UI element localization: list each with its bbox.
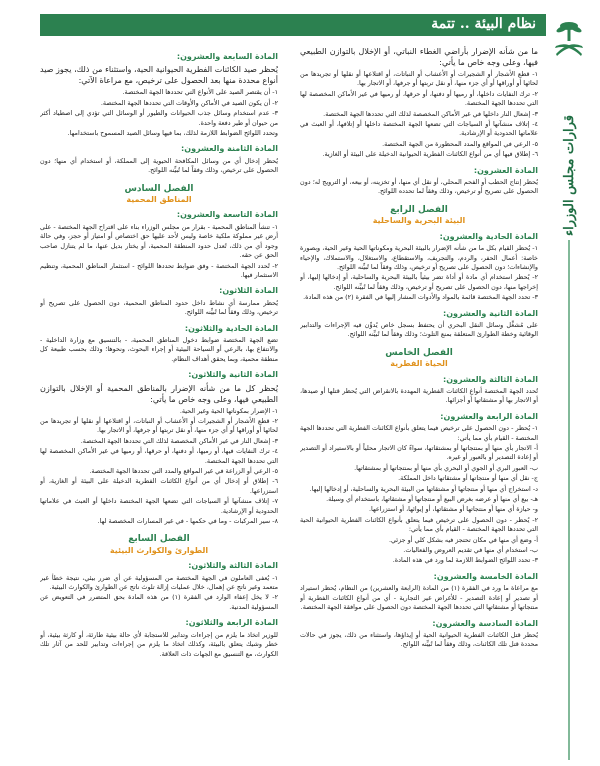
paragraph: ما من شأنه الإضرار بأراضي الغطاء النباتي، أو الإخلال بالتوازن الطبيعي فيها، وعلى وجه خاص ما يأتي: bbox=[300, 47, 538, 67]
list-item: ٢- تُحدد الجهة المختصة - وفق ضوابط تحددها اللوائح - استثمار المناطق المحمية، وتنظيم الاستثمار فيها. bbox=[40, 261, 278, 279]
left-column bbox=[40, 46, 278, 761]
list-item: ٢- يُحظر استخدام أي مادة أو أداة تضر بيئياً بالبيئة البحرية والساحلية، أو إدخالها إليها، أو إخراجها منها، دون الحصول على تصريح أو ترخيص، وذلك وفقاً لما تُبيِّنه اللوائح. bbox=[300, 273, 538, 291]
list-item: ٤- ترك النفايات فيها، أو رميها، أو دفنها، أو حرقها، أو رميها في غير الأماكن المخصصة لها التي تحددها الجهة المختصة. bbox=[40, 447, 278, 465]
list-item: أ- الاتجار بأي منها أو بمنتجاتها أو بمشتقاتها، سواءً كان الاتجار محلياً أو بالاستيراد أو التصدير أو إعادة التصدير أو بالعبور أو غيره. bbox=[300, 444, 538, 462]
paragraph: يُحظر كل ما من شأنه الإضرار بالمناطق المحمية أو الإخلال بالتوازن الطبيعي فيها، وعلى وجه خاص ما يأتي: bbox=[40, 383, 278, 404]
chapter-subtitle: الطوارئ والكوارث البيئية bbox=[109, 545, 209, 555]
article-heading: المادة السادسة والعشرون: bbox=[432, 618, 538, 628]
chapter-subtitle: البيئة البحرية والساحلية bbox=[372, 216, 466, 226]
chapter-heading: الفصل السادس bbox=[124, 183, 194, 194]
side-divider bbox=[568, 240, 570, 760]
saudi-emblem-icon bbox=[552, 18, 586, 58]
article-heading: المادة الثلاثون: bbox=[219, 286, 278, 296]
list-item: ٣- إشعال النار في غير الأماكن المخصصة لذلك التي تحددها الجهة المختصة. bbox=[80, 436, 278, 445]
list-item: ٦- إطلاق فيها أي من أنواع الكائنات الفطرية الحيوانية الدخيلة على البيئة أو الغازية. bbox=[322, 150, 538, 159]
article-heading: المادة السابعة والعشرون: bbox=[176, 52, 278, 61]
article-heading: المادة الثالثة والثلاثون: bbox=[188, 561, 278, 571]
article-heading: المادة الثانية والعشرون: bbox=[443, 308, 538, 318]
paragraph: يُحظر ممارسة أي نشاط داخل حدود المناطق المحمية، دون الحصول على تصريح أو ترخيص، وذلك وفقاً لما تُبيِّنه اللوائح. bbox=[40, 298, 278, 317]
page-title: نظام البيئة .. تتمة bbox=[431, 16, 536, 32]
paragraph: تضع الجهة المختصة ضوابط دخول المناطق المحمية، - بالتنسيق مع وزارة الداخلية - والانتفاع بها، بالرعي أو السياحة البيئية أو إجراء البحوث، ونحوها؛ وذلك بحسب طبيعة كل منطقة محمية، وبما يحقق أهداف النظام. bbox=[40, 335, 278, 363]
list-item: ب- العبور البري أو الجوي أو البحري بأي منها أو بمنتجاتها أو بمشتقاتها. bbox=[354, 463, 538, 472]
list-item: و- حيازة أي منها أو منتجاتها أو مشتقاتها، أو إيوائها، أو استزراعها. bbox=[368, 505, 538, 514]
article-heading: المادة الخامسة والعشرون: bbox=[433, 571, 538, 581]
list-item: ٤- إتلاف منشآتها أو السياجات التي تضعها الجهة المختصة داخلها أو إتلافها، أو العبث في علاماتها الحدودية أو الإرشادية. bbox=[300, 120, 538, 138]
list-item: ٢- ترك النفايات داخلها، أو رميها أو دفنها، أو حرقها، أو رميها في غير الأماكن المخصصة لها التي تحددها الجهة المختصة. bbox=[300, 89, 538, 108]
list-item: ٥- الرعي أو الزراعة في غير المواقع والمدد التي تحددها الجهة المختصة. bbox=[89, 467, 278, 475]
right-column bbox=[300, 46, 538, 761]
list-item: ٥- الرعي في المواقع والمدد المحظورة من الجهة المختصة. bbox=[382, 139, 538, 148]
list-item: د- استخراج أي منها أو منتجاتها أو مشتقاتها من البيئة البحرية والساحلية، أو إدخالها إليها. bbox=[309, 484, 538, 493]
article-heading: المادة الثانية والثلاثون: bbox=[188, 370, 278, 380]
list-item: ٨- سير المركبات - وما في حكمها - في غير المسارات المخصصة لها. bbox=[97, 517, 278, 526]
list-item: ٢- لا يخل إعفاء الوارد في الفقرة (١) من هذه المادة بحق المتضرر في التعويض عن المسؤولية المدنية. bbox=[40, 593, 278, 611]
list-item: ٢- يُحظر - دون الحصول على ترخيص فيما يتعلق بأنواع الكائنات الفطرية الحيوانية الحية التي تحددها الجهة المختصة - القيام بأي مما يأتي: bbox=[300, 515, 538, 534]
article-heading: المادة الثالثة والعشرون: bbox=[443, 374, 538, 384]
list-item: أ- وضع أي منها في مكان تحتجز فيه بشكل كلي أو جزئي. bbox=[388, 535, 538, 544]
list-item: هـ- بيع أي منها أو عرضه بغرض البيع أو منتجاتها أو مشتقاتها، باستخدام أي وسيلة. bbox=[326, 495, 538, 504]
side-strip bbox=[538, 0, 600, 766]
list-item: ١- الإضرار بمكوناتها الحية وغير الحية. bbox=[179, 406, 278, 415]
article-heading: المادة الرابعة والعشرون: bbox=[440, 411, 538, 421]
list-item: ج- نقل أي منها أو منتجاتها أو مشتقاتها داخل المملكة. bbox=[398, 474, 538, 483]
article-heading: المادة الحادية والثلاثون: bbox=[184, 323, 278, 333]
article-heading: المادة التاسعة والعشرون: bbox=[176, 210, 278, 220]
paragraph: مع مراعاة ما ورد في الفقرة (١) من المادة (الرابعة والعشرين) من النظام، يُحظر استيراد أو تصدير أو إعادة التصدير - للأغراض غير التجارية - أي من أنواع الكائنات الفطرية أو منتجاتها أو مشتقاتها التي تحددها الجهة المختصة دون الحصول على موافقة الجهة المختصة. bbox=[300, 584, 538, 612]
list-item: ١- يُعفى العاملون في الجهة المختصة من المسؤولية عن أي ضرر بيئي، نتيجة خطأ غير متعمد وغير ناتج عن إهمال، خلال عمليات إزالة تلوث ناتج عن الطوارئ والكوارث البيئية. bbox=[40, 573, 278, 592]
article-heading: المادة الثامنة والعشرون: bbox=[181, 144, 278, 154]
chapter-heading: الفصل السابع bbox=[128, 534, 190, 545]
list-item: ٢- أن يكون الصيد في الأماكن والأوقات التي تحددها الجهة المختصة. bbox=[100, 98, 278, 107]
chapter-heading: الفصل الرابع bbox=[390, 204, 448, 215]
list-item: ١- تنشأ المناطق المحمية - بقرار من مجلس الوزراء بناء على اقتراح الجهة المختصة - على أرض غير مملوكة ملكية خاصة وليس لأحد عليها حق اختصاص أو امتياز أو حجز، وفي حالة وجود أي من ذلك، تُعدل حدود المنطقة المحمية، أو يختار بديل عنها، ما لم يتنازل صاحب الحق عن حقه. bbox=[40, 222, 278, 260]
list-item: ١- يُحظر القيام بكل ما من شأنه الإضرار بالبيئة البحرية ومكوناتها الحية وغير الحية، وبصورة خاصة: أعمال الحفر، والردم، والتجريف، والاستقطاع، والاستغلال، والاستملاك، والإحياء والإنشاءات؛ دون الحصول على تصريح أو ترخيص، وذلك وفقاً لما تُبيِّنه اللوائح. bbox=[300, 244, 538, 271]
list-item: ٢- قطع الأشجار أو الشجيرات أو الأعشاب أو النباتات، أو اقتلاعها أو نقلها أو تجريدها من لحائها أو أوراقها أو أي جزء منها، أو نقل تربتها أو جرفها، أو الاتجار بها. bbox=[40, 416, 278, 435]
paragraph: يُحظر إنتاج الحطب أو الفحم المحلي، أو نقل أي منها، أو تخزينه، أو بيعه، أو الترويج له؛ دون الحصول على تصريح أو ترخيص، وذلك وفقاً لما تحدده اللوائح. bbox=[300, 178, 538, 196]
list-item: ١- أن يقتصر الصيد على الأنواع التي تحددها الجهة المختصة. bbox=[122, 88, 278, 97]
side-title: قرارات مجلس الوزراء bbox=[561, 114, 577, 236]
list-item: ٣- عدم استخدام وسائل جذب الحيوانات والطيور أو الوسائل التي تؤدي إلى اصطياد أكثر من حيوان أو طير دفعة واحدة. bbox=[40, 109, 278, 127]
list-item: ١- يُحظر - دون الحصول على ترخيص فيما يتعلق بأنواع الكائنات الفطرية التي تحددها الجهة المختصة - القيام بأي مما يأتي: bbox=[300, 424, 538, 442]
paragraph: يُحظر صيد الكائنات الفطرية الحيوانية الحية، واستثناء من ذلك، يجوز صيد أنواع محددة منها بعد الحصول على ترخيص، مع مراعاة الآتي: bbox=[40, 65, 278, 86]
chapter-heading: الفصل الخامس bbox=[385, 347, 453, 358]
article-heading: المادة الرابعة والثلاثون: bbox=[185, 618, 278, 628]
list-item: ٧- إتلاف منشآتها أو السياجات التي تضعها الجهة المختصة داخلها أو العبث في علاماتها الحدودية أو الإرشادية. bbox=[40, 497, 278, 515]
list-item: ب- استخدام أي منها في تقديم العروض والفعاليات. bbox=[403, 546, 538, 555]
paragraph: يُحظر قتل الكائنات الفطرية الحيوانية الحية أو إيذاؤها، واستثناء من ذلك، يجوز في حالات محددة قتل تلك الكائنات، وذلك وفقاً لما تُبيِّنه اللوائح. bbox=[300, 630, 538, 649]
list-item: ٣- إشعال النار داخلها في غير الأماكن المخصصة لذلك التي تحددها الجهة المختصة. bbox=[323, 109, 538, 118]
paragraph: يُحظر إدخال أي من وسائل المكافحة الحيوية إلى المملكة، أو استخدام أي منها؛ دون الحصول على ترخيص، وذلك وفقاً لما تُبيِّنه اللوائح. bbox=[40, 156, 278, 175]
article-heading: المادة العشرون: bbox=[473, 165, 538, 175]
list-item: ٣- تحدد الجهة المختصة قائمة بالمواد والأدوات المشار إليها في الفقرة (٢) من هذه المادة. bbox=[303, 293, 538, 302]
paragraph: للوزير اتخاذ ما يلزم من إجراءات وتدابير للاستجابة لأي حالة بيئية طارئة، أو كارثة بيئية، أو خطر وشيك يتعلق بالبيئة، وكذلك اتخاذ ما يلزم من إجراءات وتدابير للحد من آثار تلك الكوارث، مع التنسيق مع الجهات ذات العلاقة. bbox=[40, 630, 278, 658]
chapter-subtitle: المناطق المحمية bbox=[126, 195, 192, 205]
list-item: ٦- إطلاق أو إدخال أي من أنواع الكائنات الفطرية الدخيلة على البيئة أو الغازية، أو استزراعها. bbox=[40, 477, 278, 495]
header-bar bbox=[40, 14, 546, 36]
paragraph: وتحدد اللوائح الضوابط اللازمة لذلك، بما فيها وسائل الصيد المسموح باستخدامها. bbox=[67, 129, 278, 138]
list-item: ١- قطع الأشجار أو الشجيرات أو الأعشاب أو النباتات، أو اقتلاعها أو نقلها أو تجريدها من لحائها أو أوراقها أو أي جزء منها، أو نقل تربتها أو جرفها، أو الاتجار بها. bbox=[300, 70, 538, 88]
paragraph: على مُشغِّل وسائل النقل البحري أن يحتفظ بسجل خاص يُدوِّن فيه الإجراءات والتدابير الوقائية وخطة الطوارئ المتعلقة بمنع التلوث؛ وذلك وفقاً لما تُبيِّنه اللوائح. bbox=[300, 320, 538, 339]
article-heading: المادة الحادية والعشرون: bbox=[439, 231, 538, 241]
paragraph: تُحدد الجهة المختصة أنواع الكائنات الفطرية المهددة بالانقراض التي يُحظر قتلها أو صيدها، أو الاتجار بها أو مشتقاتها أو أجزائها. bbox=[300, 386, 538, 405]
chapter-subtitle: الحياة الفطرية bbox=[390, 359, 448, 369]
list-item: ٣- تحدد اللوائح الضوابط اللازمة لما ورد في هذه المادة. bbox=[392, 556, 538, 565]
